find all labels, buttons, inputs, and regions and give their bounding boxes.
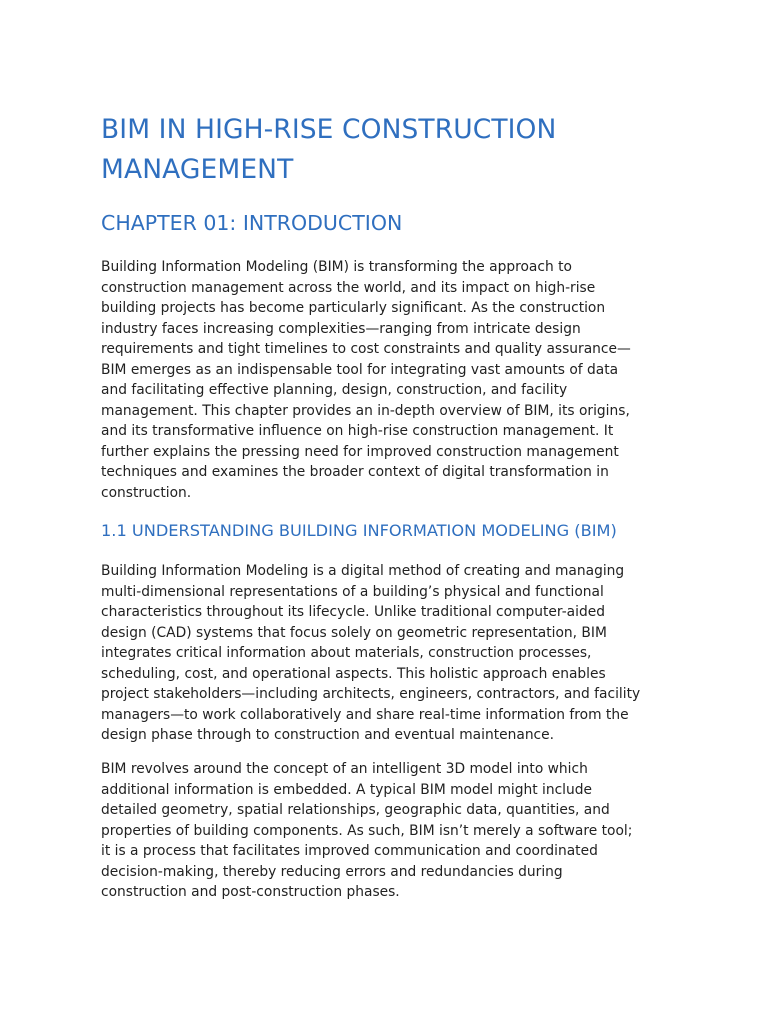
text-line: managers—to work collaboratively and share real-time information from the	[101, 706, 629, 723]
text-line: it is a process that facilitates improved communication and coordinated	[101, 843, 598, 859]
body-paragraph	[101, 759, 673, 903]
text-line: Building Information Modeling is a digital method of creating and managing	[101, 563, 625, 579]
text-line: project stakeholders—including architects, engineers, contractors, and facility	[101, 686, 641, 702]
text-line: properties of building components. As such, BIM isn’t merely a software tool;	[101, 822, 633, 839]
text-line: BIM emerges as an indispensable tool for integrating vast amounts of data	[101, 361, 619, 378]
intro-paragraph	[101, 257, 673, 503]
text-line: techniques and examines the broader context of digital transformation in	[101, 464, 609, 480]
text-line: multi-dimensional representations of a building’s physical and functional	[101, 583, 604, 600]
document-title	[101, 110, 671, 190]
chapter-heading: CHAPTER 01: INTRODUCTION	[101, 211, 403, 235]
text-line: management. This chapter provides an in-depth overview of BIM, its origins,	[101, 402, 630, 419]
text-line: design phase through to construction and eventual maintenance.	[101, 727, 555, 743]
text-line: additional information is embedded. A typical BIM model might include	[101, 781, 593, 798]
text-line: design (CAD) systems that focus solely on geometric representation, BIM	[101, 624, 607, 641]
text-line: and facilitating effective planning, design, construction, and facility	[101, 382, 568, 398]
title-line: BIM IN HIGH-RISE CONSTRUCTION	[101, 114, 557, 145]
text-line: scheduling, cost, and operational aspects. This holistic approach enables	[101, 665, 606, 682]
text-line: BIM revolves around the concept of an intelligent 3D model into which	[101, 761, 588, 777]
text-line: characteristics throughout its lifecycle. Unlike traditional computer-aided	[101, 604, 605, 620]
text-line: Building Information Modeling (BIM) is transforming the approach to	[101, 259, 572, 275]
text-line: decision-making, thereby reducing errors and redundancies during	[101, 863, 563, 880]
text-line: detailed geometry, spatial relationships, geographic data, quantities, and	[101, 802, 610, 818]
text-line: construction.	[101, 484, 192, 501]
body-paragraph	[101, 561, 673, 746]
text-line: construction management across the world, and its impact on high-rise	[101, 279, 596, 296]
text-line: and its transformative influence on high-rise construction management. It	[101, 423, 614, 439]
section-heading: 1.1 UNDERSTANDING BUILDING INFORMATION MODELING (BIM)	[101, 521, 617, 540]
text-line: integrates critical information about materials, construction processes,	[101, 645, 592, 661]
text-line: building projects has become particularly significant. As the construction	[101, 300, 606, 316]
text-line: further explains the pressing need for improved construction management	[101, 443, 619, 460]
text-line: industry faces increasing complexities—ranging from intricate design	[101, 320, 581, 337]
text-line: construction and post-construction phases.	[101, 884, 400, 900]
title-line: MANAGEMENT	[101, 154, 294, 185]
text-line: requirements and tight timelines to cost constraints and quality assurance—	[101, 341, 631, 357]
